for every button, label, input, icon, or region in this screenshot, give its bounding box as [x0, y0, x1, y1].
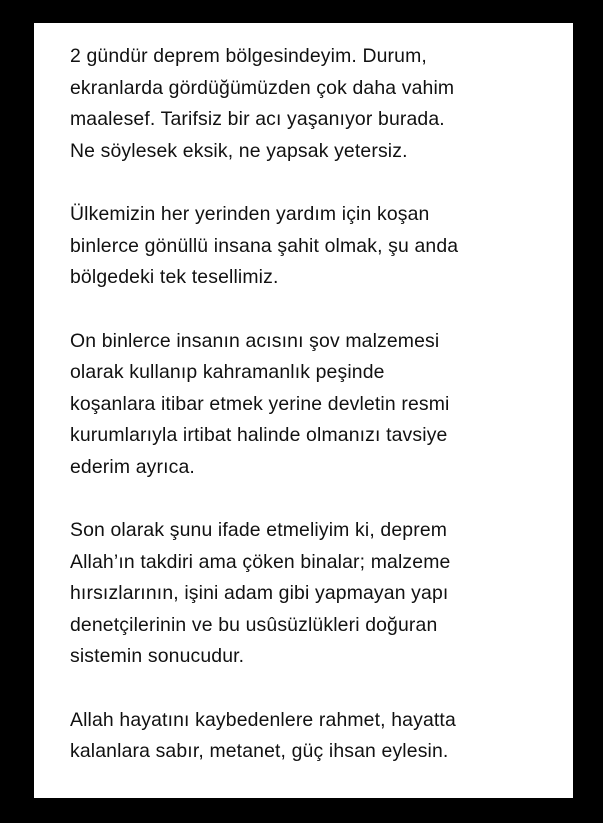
paragraph-5 [70, 705, 563, 768]
text-line: ederim ayrıca. [70, 455, 195, 478]
text-line: ekranlarda gördüğümüzden çok daha vahim [70, 76, 455, 99]
paragraph-2 [70, 199, 563, 294]
paragraph-3 [70, 326, 563, 484]
text-line: kurumlarıyla irtibat halinde olmanızı tavsiye [70, 424, 448, 446]
paragraph-1 [70, 41, 563, 167]
text-line: bölgedeki tek tesellimiz. [70, 266, 279, 288]
text-line: denetçilerinin ve bu usûsüzlükleri doğuran [70, 613, 438, 636]
text-line: olarak kullanıp kahramanlık peşinde [70, 361, 385, 383]
text-line: Allah hayatını kaybedenlere rahmet, hayatta [70, 708, 456, 731]
text-line: Allah’ın takdiri ama çöken binalar; malzeme [70, 550, 451, 573]
text-line: binlerce gönüllü insana şahit olmak, şu anda [70, 234, 459, 257]
text-line: On binlerce insanın acısını şov malzemesi [70, 329, 440, 352]
text-line: Ne söylesek eksik, ne yapsak yetersiz. [70, 139, 408, 162]
text-line: sistemin sonucudur. [70, 645, 245, 667]
text-line: koşanlara itibar etmek yerine devletin resmi [70, 392, 450, 415]
text-line: Son olarak şunu ifade etmeliyim ki, deprem [70, 519, 448, 541]
paragraph-4 [70, 515, 563, 673]
text-line: kalanlara sabır, metanet, güç ihsan eylesin. [70, 740, 449, 762]
text-line: maalesef. Tarifsiz bir acı yaşanıyor burada. [70, 108, 445, 130]
text-line: 2 gündür deprem bölgesindeyim. Durum, [70, 45, 427, 67]
text-line: Ülkemizin her yerinden yardım için koşan [70, 203, 430, 225]
note-page [34, 23, 573, 798]
text-line: hırsızlarının, işini adam gibi yapmayan yapı [70, 582, 449, 604]
